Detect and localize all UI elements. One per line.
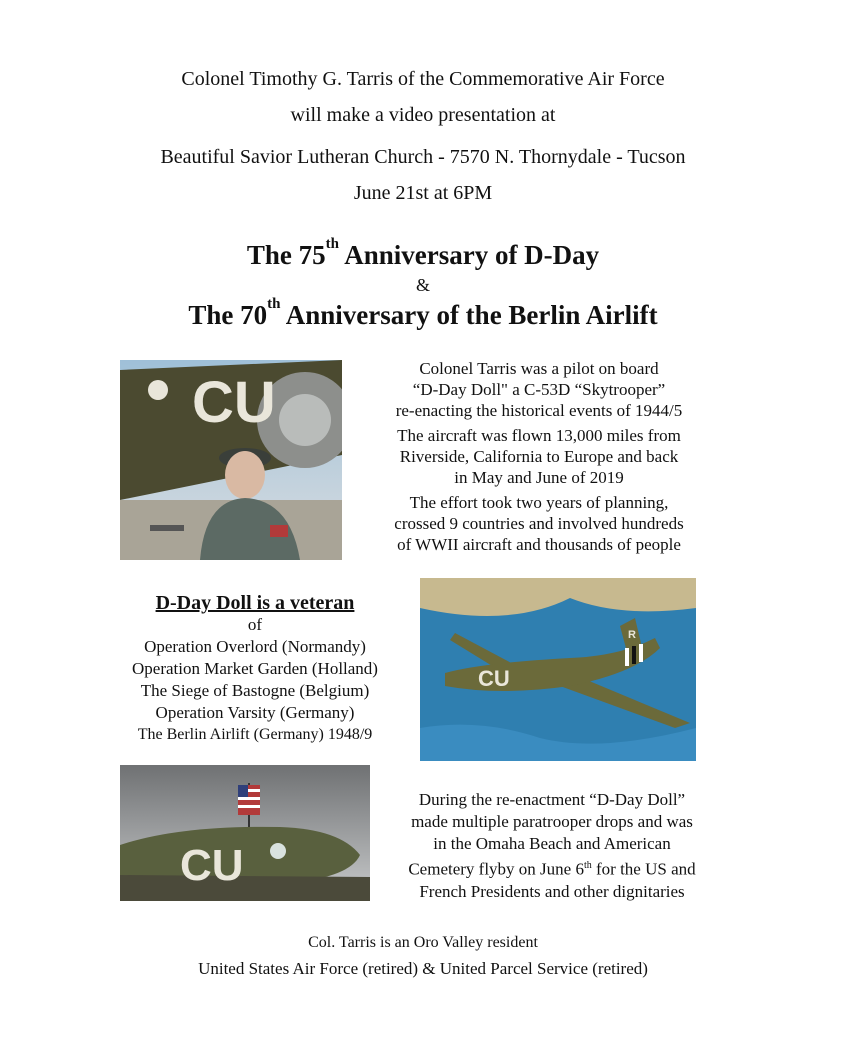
photo2-tail-letter: R: [628, 629, 636, 641]
headline-dday-text-2: Anniversary of D-Day: [338, 240, 600, 270]
headline-dday: [0, 236, 846, 271]
pilot-info-line: Riverside, California to Europe and back: [399, 447, 679, 466]
intro-line-2: will make a video presentation at: [290, 104, 556, 126]
pilot-info-line: “D-Day Doll" a C-53D “Skytrooper”: [412, 380, 666, 399]
reenactment-line: made multiple paratrooper drops and was: [411, 812, 693, 831]
pilot-info-line: The aircraft was flown 13,000 miles from: [397, 426, 681, 445]
intro-date: June 21st at 6PM: [353, 182, 493, 204]
reenactment-line: French Presidents and other dignitaries: [419, 881, 685, 901]
reenactment-line: During the re-enactment “D-Day Doll”: [418, 790, 686, 809]
pilot-info-line: in May and June of 2019: [454, 468, 624, 487]
headline-berlin-text-2: Anniversary of the Berlin Airlift: [280, 300, 658, 330]
pilot-info-line: Colonel Tarris was a pilot on board: [419, 359, 659, 378]
operation-item: Operation Overlord (Normandy): [144, 637, 366, 656]
veteran-of: of: [247, 615, 263, 634]
headline-berlin-sup: th: [267, 296, 281, 312]
veteran-title: D-Day Doll is a veteran: [155, 592, 355, 614]
pilot-info-line: of WWII aircraft and thousands of people: [397, 535, 681, 554]
reenactment-line-text-2: for the US and: [591, 859, 696, 879]
reenactment-info: [372, 789, 732, 903]
veteran-section: [110, 592, 400, 746]
reenactment-line: in the Omaha Beach and American: [433, 834, 671, 853]
aircraft-flag-photo: [120, 765, 370, 901]
reenactment-line-text: Cemetery flyby on June 6: [408, 859, 584, 879]
headline-ampersand: &: [415, 275, 430, 295]
pilot-info-line: The effort took two years of planning,: [409, 493, 669, 512]
operation-item: The Siege of Bastogne (Belgium): [140, 681, 370, 700]
operation-item: Operation Market Garden (Holland): [132, 659, 378, 678]
headline-berlin-text: The 70: [188, 300, 268, 330]
headline-dday-text: The 75: [246, 240, 326, 270]
pilot-info-line: crossed 9 countries and involved hundreds: [394, 514, 684, 533]
pilot-info-line: re-enacting the historical events of 1944/5: [395, 401, 683, 420]
aircraft-flight-photo: [420, 578, 696, 761]
footer-service: United States Air Force (retired) & United Parcel Service (retired): [198, 959, 648, 978]
headline-berlin: [0, 296, 846, 331]
photo1-nose-code: CU: [192, 370, 276, 435]
footer-resident: Col. Tarris is an Oro Valley resident: [308, 934, 538, 951]
reenactment-sup: th: [583, 860, 592, 871]
photo3-nose-code: CU: [180, 841, 244, 890]
operation-item: Operation Varsity (Germany): [155, 703, 355, 722]
operation-item: The Berlin Airlift (Germany) 1948/9: [137, 726, 373, 743]
intro-line-1: Colonel Timothy G. Tarris of the Commemorative Air Force: [181, 68, 665, 90]
photo2-nose-code: CU: [478, 666, 510, 691]
intro-venue: Beautiful Savior Lutheran Church - 7570 N. Thornydale - Tucson: [160, 146, 686, 168]
headline-dday-sup: th: [325, 236, 339, 252]
pilot-info: [350, 358, 728, 555]
pilot-photo: [120, 360, 342, 560]
reenactment-line: [372, 855, 732, 881]
